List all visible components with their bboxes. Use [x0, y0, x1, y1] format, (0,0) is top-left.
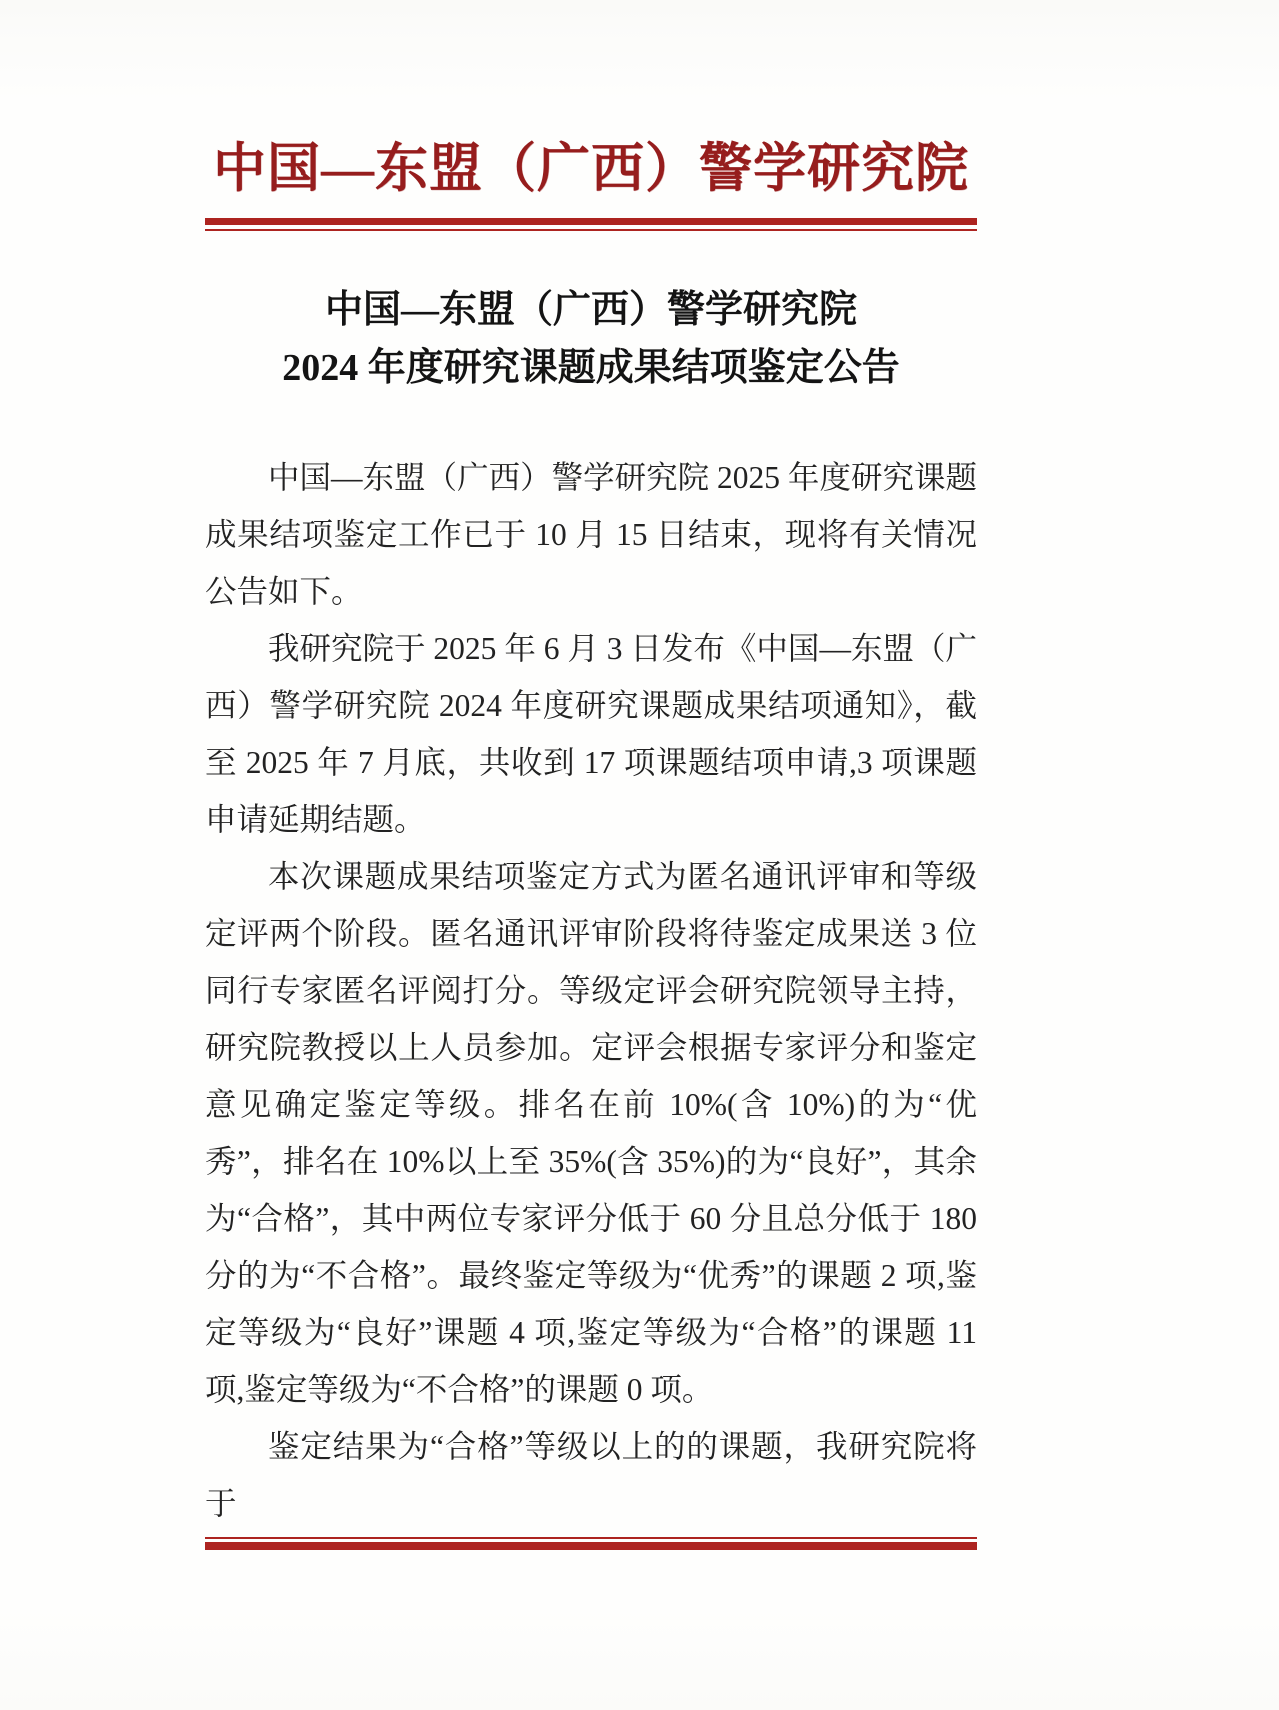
document-title-line-1: 中国—东盟（广西）警学研究院	[324, 289, 857, 331]
document-title	[205, 281, 977, 397]
paragraph-evaluation-method: 本次课题成果结项鉴定方式为匿名通讯评审和等级定评两个阶段。匿名通讯评审阶段将待鉴定成果送 3 位同行专家匿名评阅打分。等级定评会研究院领导主持，研究院教授以上人员参加。定评会根据专家评分和鉴定意见确定鉴定等级。排名在前 10%(含 10%)的为“优秀”，排名在 10%以上至 35%(含 35%)的为“良好”，其余为“合格”，其中两位专家评分低于 60 分且总分低于 180 分的为“不合格”。最终鉴定等级为“优秀”的课题 2 项,鉴定等级为“良好”课题 4 项,鉴定等级为“合格”的课题 11 项,鉴定等级为“不合格”的课题 0 项。	[205, 859, 977, 1407]
footer-rule	[205, 1537, 977, 1550]
paragraph-results: 鉴定结果为“合格”等级以上的的课题，我研究院将于	[205, 1429, 977, 1521]
letterhead	[205, 126, 977, 231]
letterhead-rule-thick	[205, 218, 977, 225]
paragraph-notice-history: 我研究院于 2025 年 6 月 3 日发布《中国—东盟（广西）警学研究院 2024 年度研究课题成果结项通知》，截至 2025 年 7 月底，共收到 17 项课题结项申请,3 项课题申请延期结题。	[205, 631, 977, 837]
paragraph-intro: 中国—东盟（广西）警学研究院 2025 年度研究课题成果结项鉴定工作已于 10 月 15 日结束，现将有关情况公告如下。	[205, 460, 977, 609]
letterhead-org-name: 中国—东盟（广西）警学研究院	[213, 140, 969, 198]
document-body	[205, 449, 977, 1532]
document-content	[205, 0, 977, 1532]
document-title-line-2: 2024 年度研究课题成果结项鉴定公告	[282, 347, 900, 389]
letterhead-rule-thin	[205, 229, 977, 231]
footer-rule-thin	[205, 1537, 977, 1539]
letterhead-rule	[205, 218, 977, 231]
footer-rule-thick	[205, 1542, 977, 1550]
